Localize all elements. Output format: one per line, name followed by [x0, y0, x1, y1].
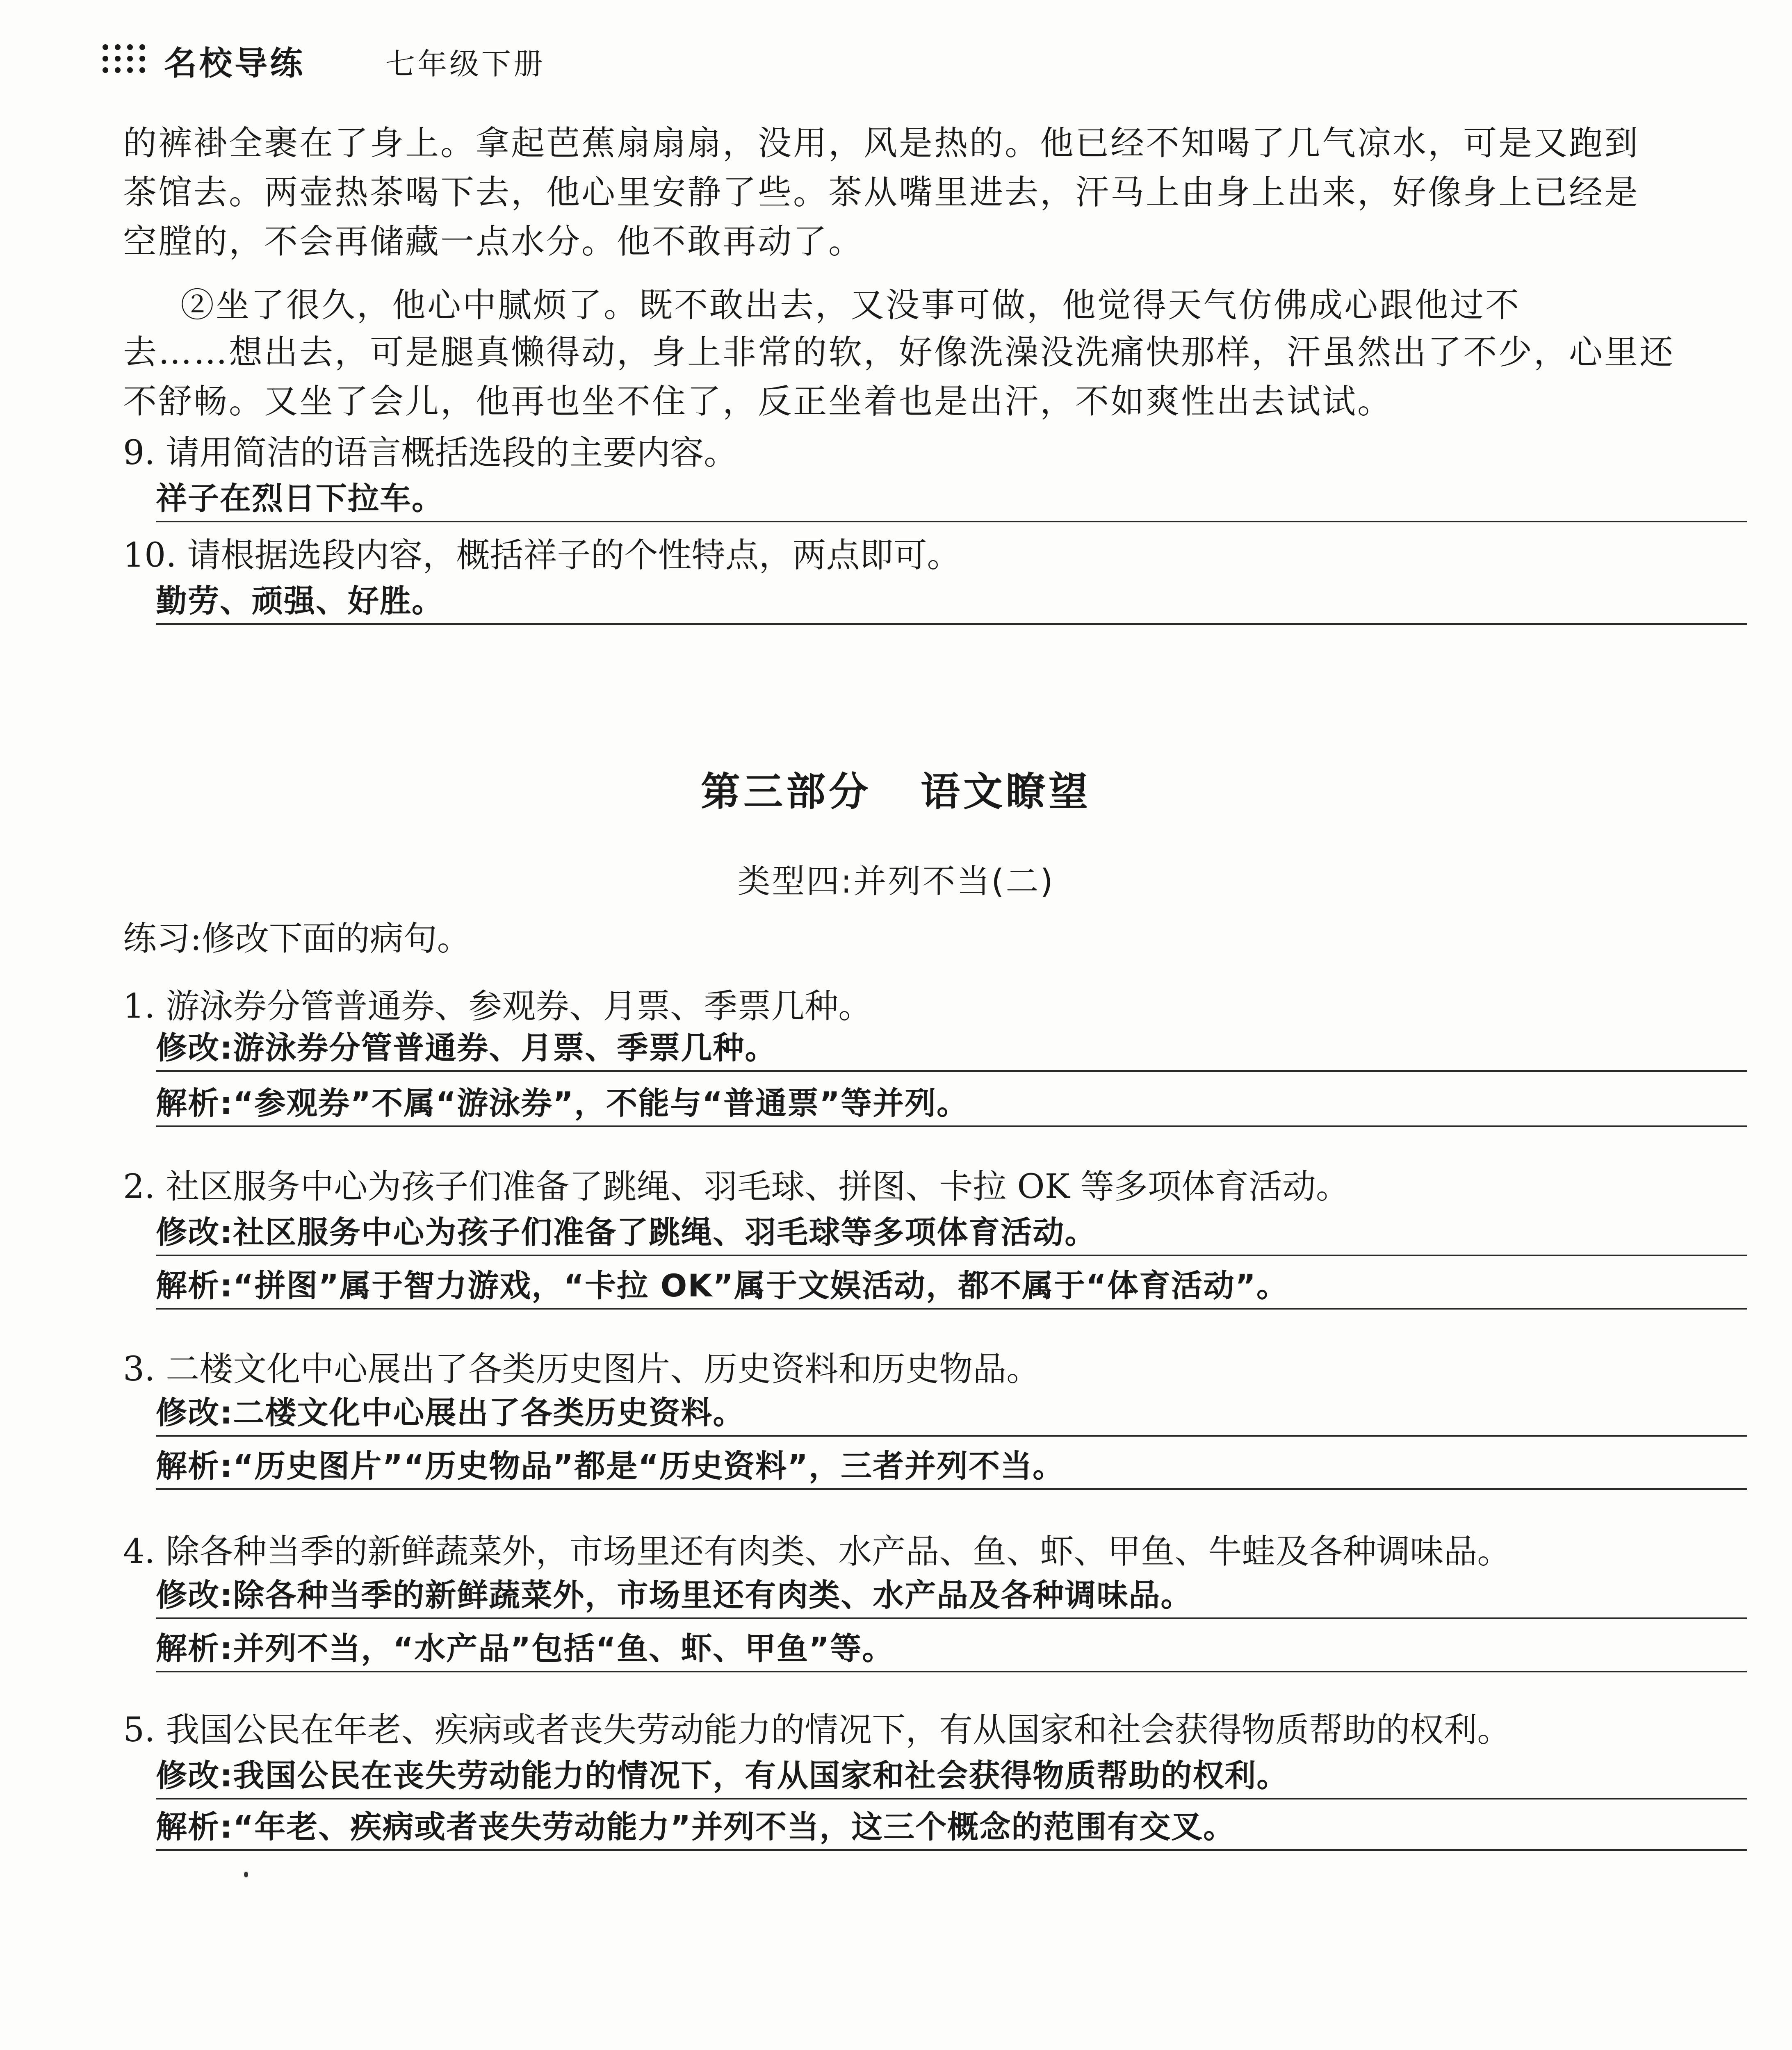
exercise-analysis: 解析:“年老、疾病或者丧失劳动能力”并列不当，这三个概念的范围有交叉。 [156, 1804, 1747, 1851]
answer-text: 祥子在烈日下拉车。 [156, 480, 444, 517]
exercise-instruction: 练习:修改下面的病句。 [123, 919, 471, 958]
exercise-question: 2. 社区服务中心为孩子们准备了跳绳、羽毛球、拼图、卡拉 OK 等多项体育活动。 [123, 1167, 1350, 1206]
exercise-fix: 修改:游泳券分管普通券、月票、季票几种。 [156, 1025, 1747, 1072]
grade-label: 七年级下册 [385, 47, 546, 81]
question-9: 9. 请用简洁的语言概括选段的主要内容。 [123, 433, 738, 472]
exercise-question: 3. 二楼文化中心展出了各类历史图片、历史资料和历史物品。 [123, 1350, 1040, 1389]
passage-line: 不舒畅。又坐了会儿，他再也坐不住了，反正坐着也是出汗，不如爽性出去试试。 [123, 382, 1393, 421]
exercise-analysis: 解析:“拼图”属于智力游戏，“卡拉 OK”属于文娱活动，都不属于“体育活动”。 [156, 1263, 1747, 1310]
answer-10 [156, 578, 1747, 625]
part-title: 第三部分 语文瞭望 [701, 769, 1091, 815]
question-10: 10. 请根据选段内容，概括祥子的个性特点，两点即可。 [123, 536, 961, 575]
exercise-question: 4. 除各种当季的新鲜蔬菜外，市场里还有肉类、水产品、鱼、虾、甲鱼、牛蛙及各种调味品。 [123, 1532, 1511, 1571]
passage-line: 的裤褂全裹在了身上。拿起芭蕉扇扇扇，没用，风是热的。他已经不知喝了几气凉水，可是又跑到 [123, 124, 1640, 163]
exercise-question: 5. 我国公民在年老、疾病或者丧失劳动能力的情况下，有从国家和社会获得物质帮助的权利。 [123, 1711, 1511, 1749]
passage-line: 去……想出去，可是腿真懒得动，身上非常的软，好像洗澡没洗痛快那样，汗虽然出了不少，心里还 [123, 333, 1675, 372]
answer-9 [156, 476, 1747, 522]
exercise-fix: 修改:二楼文化中心展出了各类历史资料。 [156, 1390, 1747, 1437]
exercise-analysis: 解析:并列不当，“水产品”包括“鱼、虾、甲鱼”等。 [156, 1626, 1747, 1672]
answer-text: 勤劳、顽强、好胜。 [156, 583, 444, 619]
passage-line: 茶馆去。两壶热茶喝下去，他心里安静了些。茶从嘴里进去，汗马上由身上出来，好像身上已经是 [123, 173, 1640, 212]
exercise-fix: 修改:我国公民在丧失劳动能力的情况下，有从国家和社会获得物质帮助的权利。 [156, 1753, 1747, 1799]
passage-line: ②坐了很久，他心中腻烦了。既不敢出去，又没事可做，他觉得天气仿佛成心跟他过不 [180, 286, 1521, 325]
passage-line: 空膛的，不会再储藏一点水分。他不敢再动了。 [123, 222, 864, 261]
exercise-analysis: 解析:“历史图片”“历史物品”都是“历史资料”，三者并列不当。 [156, 1443, 1747, 1490]
exercise-analysis: 解析:“参观券”不属“游泳券”，不能与“普通票”等并列。 [156, 1080, 1747, 1127]
page-header [103, 33, 1702, 82]
brand-title: 名校导练 [164, 44, 305, 82]
exercise-fix: 修改:除各种当季的新鲜蔬菜外，市场里还有肉类、水产品及各种调味品。 [156, 1572, 1747, 1619]
exercise-fix: 修改:社区服务中心为孩子们准备了跳绳、羽毛球等多项体育活动。 [156, 1210, 1747, 1256]
scan-speck [244, 1872, 248, 1877]
brand-logo-dots [103, 44, 152, 73]
exercise-question: 1. 游泳券分管普通券、参观券、月票、季票几种。 [123, 987, 872, 1026]
part-subtitle: 类型四:并列不当(二) [737, 862, 1055, 900]
